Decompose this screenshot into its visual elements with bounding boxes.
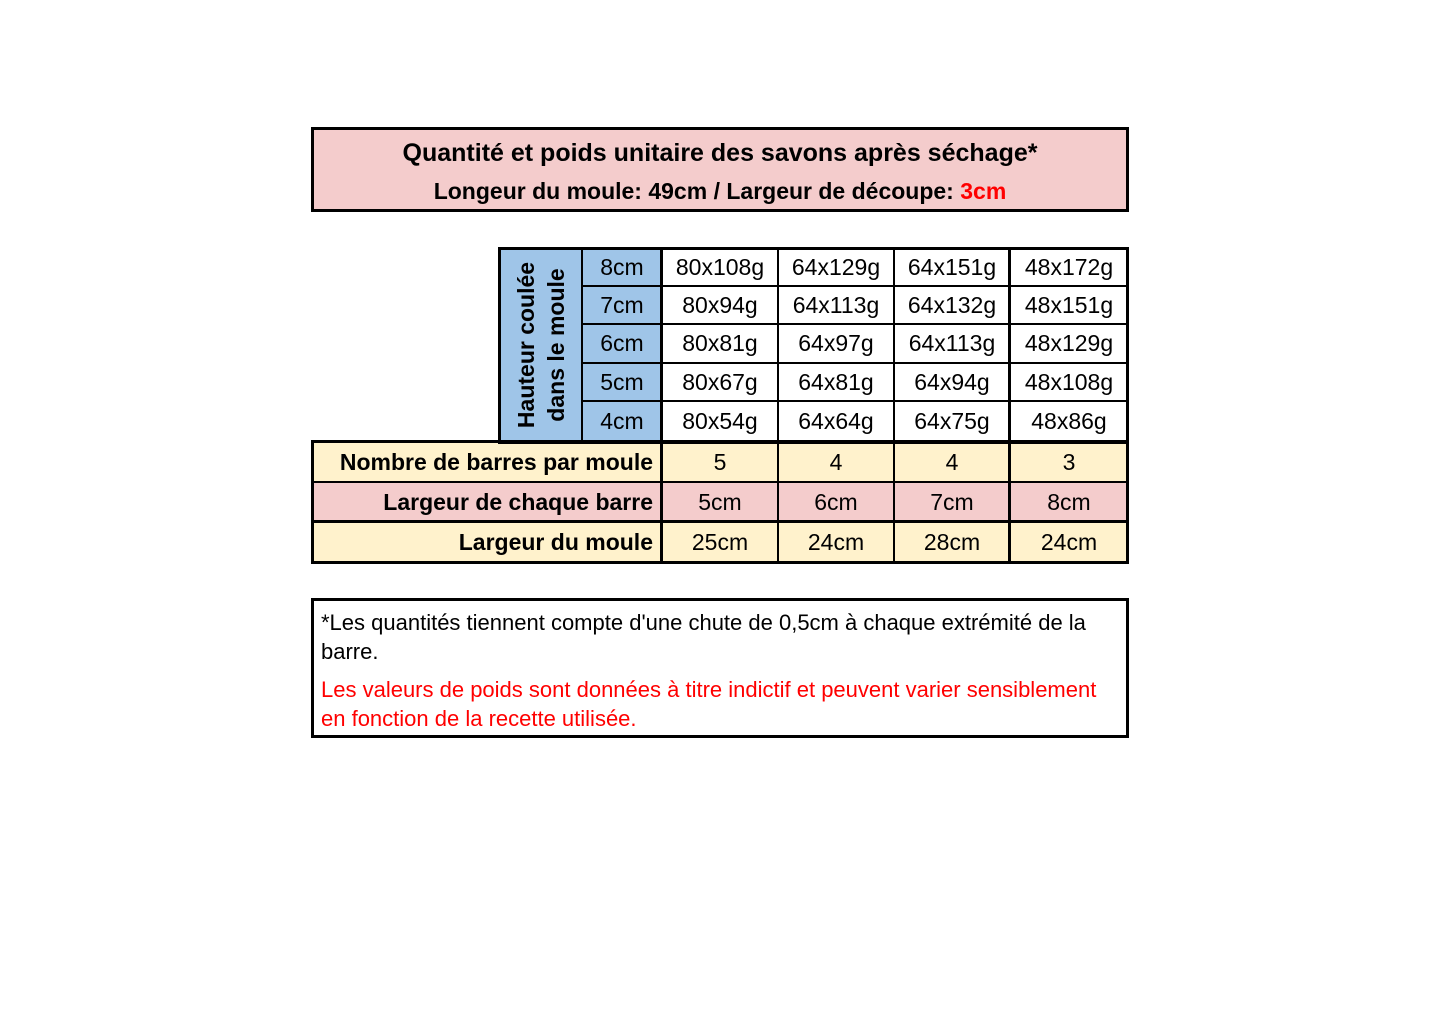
height-label-6cm: 6cm: [581, 323, 663, 364]
table-cell: 64x113g: [777, 285, 895, 325]
mold-width-value: 28cm: [893, 521, 1011, 564]
table-cell: 64x132g: [893, 285, 1011, 325]
table-cell: 64x151g: [893, 247, 1011, 287]
mold-width-value: 25cm: [661, 521, 779, 564]
mold-width-value: 24cm: [1009, 521, 1129, 564]
table-cell: 80x54g: [661, 400, 779, 443]
table-cell: 80x81g: [661, 323, 779, 364]
table-cell: 64x113g: [893, 323, 1011, 364]
bar-count-value: 3: [1009, 441, 1129, 483]
table-cell: 48x129g: [1009, 323, 1129, 364]
mold-width-value: 24cm: [777, 521, 895, 564]
table-cell: 48x151g: [1009, 285, 1129, 325]
height-label-8cm: 8cm: [581, 247, 663, 287]
subtitle-prefix: Longeur du moule: 49cm / Largeur de découpe:: [433, 178, 961, 204]
soap-table: [311, 247, 1129, 564]
bar-width-label: Largeur de chaque barre: [311, 481, 663, 523]
table-cell: 48x86g: [1009, 400, 1129, 443]
bar-width-value: 6cm: [777, 481, 895, 523]
height-label-5cm: 5cm: [581, 362, 663, 402]
table-cell: 64x64g: [777, 400, 895, 443]
table-cell: 80x67g: [661, 362, 779, 402]
table-cell: 64x129g: [777, 247, 895, 287]
bar-width-value: 5cm: [661, 481, 779, 523]
height-label-4cm: 4cm: [581, 400, 663, 443]
bar-count-value: 4: [893, 441, 1011, 483]
bar-width-value: 8cm: [1009, 481, 1129, 523]
page-subtitle: [314, 177, 1126, 205]
table-cell: 48x172g: [1009, 247, 1129, 287]
notes-box: [311, 598, 1129, 738]
table-cell: 64x75g: [893, 400, 1011, 443]
table-cell: 48x108g: [1009, 362, 1129, 402]
table-cell: 64x97g: [777, 323, 895, 364]
bar-count-value: 4: [777, 441, 895, 483]
height-header-cell: [499, 247, 583, 443]
mold-width-label: Largeur du moule: [311, 521, 663, 564]
table-cell: 64x81g: [777, 362, 895, 402]
table-cell: 64x94g: [893, 362, 1011, 402]
bar-count-label: Nombre de barres par moule: [311, 441, 663, 483]
table-cell: 80x94g: [661, 285, 779, 325]
note-quantities: *Les quantités tiennent compte d'une chute de 0,5cm à chaque extrémité de la barre.: [321, 610, 1086, 664]
note-weights-warning: Les valeurs de poids sont données à titre indictif et peuvent varier sensiblement en fonction de la recette utilisée.: [321, 677, 1097, 731]
cut-width-value: 3cm: [960, 178, 1007, 204]
title-box: [311, 127, 1129, 212]
bar-width-value: 7cm: [893, 481, 1011, 523]
table-cell: 80x108g: [661, 247, 779, 287]
height-header-label: Hauteur coulée dans le moule: [513, 261, 569, 429]
height-label-7cm: 7cm: [581, 285, 663, 325]
bar-count-value: 5: [661, 441, 779, 483]
page-title: Quantité et poids unitaire des savons après séchage*: [402, 139, 1038, 167]
